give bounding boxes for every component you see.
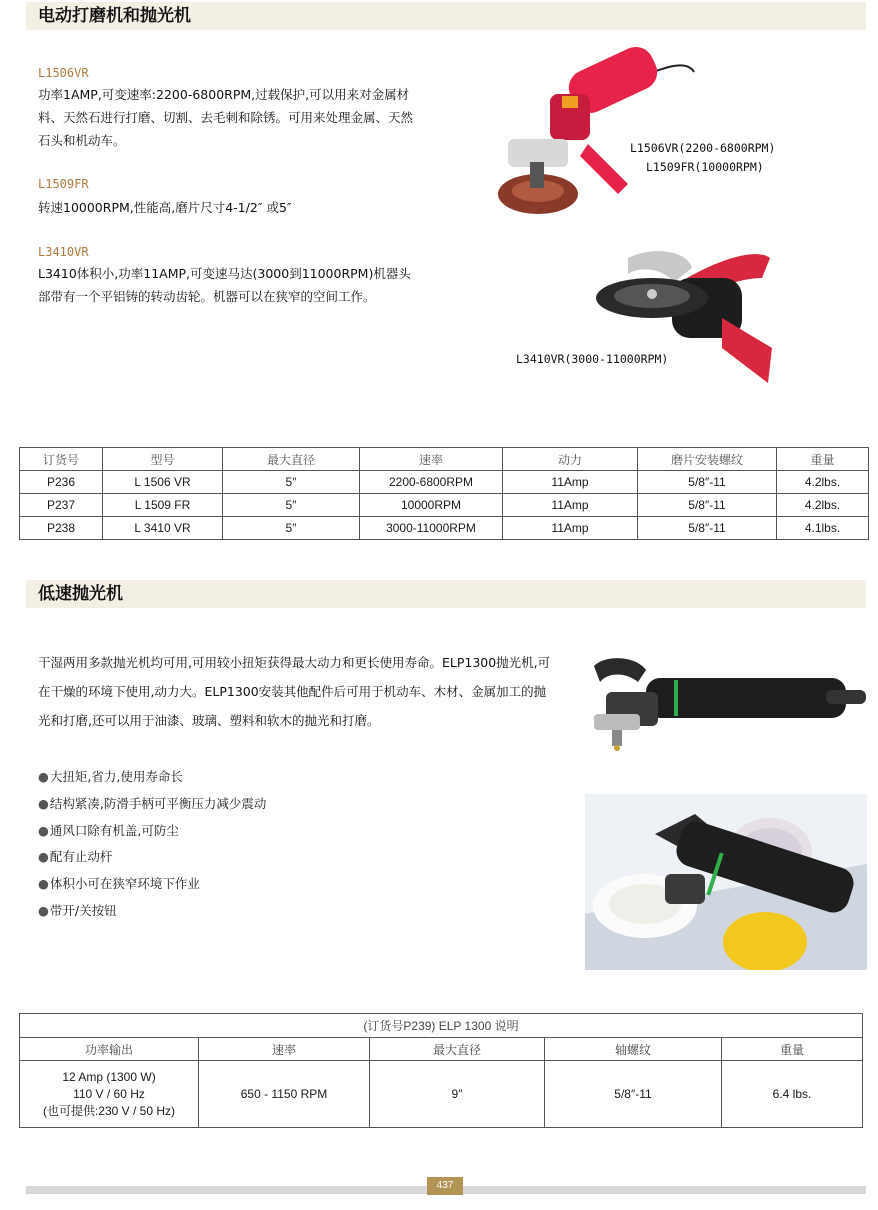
cell: 5″ (223, 494, 360, 517)
table-row (20, 517, 869, 540)
cell: 4.2lbs. (777, 494, 869, 517)
header-weight: 重量 (722, 1038, 863, 1061)
caption-l1509fr: L1509FR(10000RPM) (646, 160, 764, 174)
cell: 4.2lbs. (777, 471, 869, 494)
model-l3410vr: L3410VR (38, 245, 89, 259)
feature-list (38, 764, 266, 925)
power-line: (也可提供:230 V / 50 Hz) (42, 1103, 176, 1118)
cell: 6.4 lbs. (722, 1061, 863, 1128)
cell: 4.1lbs. (777, 517, 869, 540)
desc-l1506vr: 功率1AMP,可变速率:2200-6800RPM,过载保护,可以用来对金属材料、天然石进行打磨、切割、去毛刺和除锈。可用来处理金属、天然石头和机动车。 (38, 87, 414, 148)
power-line: 110 V / 60 Hz (73, 1086, 145, 1101)
desc-l3410vr: L3410体积小,功率11AMP,可变速马达(3000到11000RPM)机器头部带有一个平铝铸的转动齿轮。机器可以在狭窄的空间工作。 (38, 266, 411, 304)
header-order-no: 订货号 (20, 448, 103, 471)
model-l1506vr: L1506VR (38, 66, 89, 80)
header-weight: 重量 (777, 448, 869, 471)
cell: 5/8″-11 (638, 517, 777, 540)
grinder-l1506vr-photo (498, 44, 698, 220)
cell: 11Amp (503, 471, 638, 494)
list-item: ● 通风口除有机盖,可防尘 (38, 818, 266, 845)
section-title: 低速抛光机 (38, 584, 123, 604)
header-model: 型号 (103, 448, 223, 471)
table-row (20, 471, 869, 494)
table-header-row (20, 1038, 863, 1061)
table-row (20, 494, 869, 517)
cell: 9″ (370, 1061, 545, 1128)
cell: L 1506 VR (103, 471, 223, 494)
polisher-photo (586, 652, 868, 752)
page-number: 437 (427, 1177, 463, 1195)
cell: 5/8″-11 (638, 471, 777, 494)
cell: 11Amp (503, 517, 638, 540)
cell: L 1509 FR (103, 494, 223, 517)
header-spindle-thread: 轴螺纹 (545, 1038, 722, 1061)
model-l1509fr: L1509FR (38, 177, 89, 191)
cell: P238 (20, 517, 103, 540)
cell: 5/8″-11 (545, 1061, 722, 1128)
cell: 3000-11000RPM (360, 517, 503, 540)
list-item: ● 结构紧凑,防滑手柄可平衡压力减少震动 (38, 791, 266, 818)
header-max-diameter: 最大直径 (370, 1038, 545, 1061)
table-header-row (20, 448, 869, 471)
elp1300-spec-table (19, 1013, 863, 1128)
cell: 11Amp (503, 494, 638, 517)
list-item: ● 配有止动杆 (38, 844, 266, 871)
caption-l1506vr: L1506VR(2200-6800RPM) (630, 141, 776, 155)
cell: P236 (20, 471, 103, 494)
power-line: 12 Amp (1300 W) (62, 1069, 156, 1084)
header-speed: 速率 (199, 1038, 370, 1061)
table-caption: (订货号P239) ELP 1300 说明 (20, 1014, 863, 1038)
header-thread: 磨片安装螺纹 (638, 448, 777, 471)
table-caption-row (20, 1014, 863, 1038)
caption-l3410vr: L3410VR(3000-11000RPM) (516, 352, 669, 366)
section-title: 电动打磨机和抛光机 (38, 6, 191, 26)
polisher-in-use-photo (585, 794, 867, 970)
list-item: ● 体积小可在狭窄环境下作业 (38, 871, 266, 898)
cell: 5″ (223, 471, 360, 494)
desc-l1509fr: 转速10000RPM,性能高,磨片尺寸4-1/2″ 或5″ (38, 200, 292, 215)
grinder-spec-table (19, 447, 869, 540)
section-header-grinders (26, 2, 866, 30)
cell: 5/8″-11 (638, 494, 777, 517)
cell: 2200-6800RPM (360, 471, 503, 494)
list-item: ● 大扭矩,省力,使用寿命长 (38, 764, 266, 791)
cell-power (20, 1061, 199, 1128)
table-row (20, 1061, 863, 1128)
header-power: 动力 (503, 448, 638, 471)
cell: P237 (20, 494, 103, 517)
header-max-diameter: 最大直径 (223, 448, 360, 471)
cell: L 3410 VR (103, 517, 223, 540)
cell: 10000RPM (360, 494, 503, 517)
polisher-intro: 干湿两用多款抛光机均可用,可用较小扭矩获得最大动力和更长使用寿命。ELP1300抛光机,可在干燥的环境下使用,动力大。ELP1300安装其他配件后可用于机动车、木材、金属加工的抛光和打磨,还可以用于油漆、玻璃、塑料和软木的抛光和打磨。 (38, 655, 551, 728)
cell: 5″ (223, 517, 360, 540)
section-header-polishers (26, 580, 866, 608)
cell: 650 - 1150 RPM (199, 1061, 370, 1128)
header-speed: 速率 (360, 448, 503, 471)
list-item: ● 带开/关按钮 (38, 898, 266, 925)
header-power-output: 功率输出 (20, 1038, 199, 1061)
